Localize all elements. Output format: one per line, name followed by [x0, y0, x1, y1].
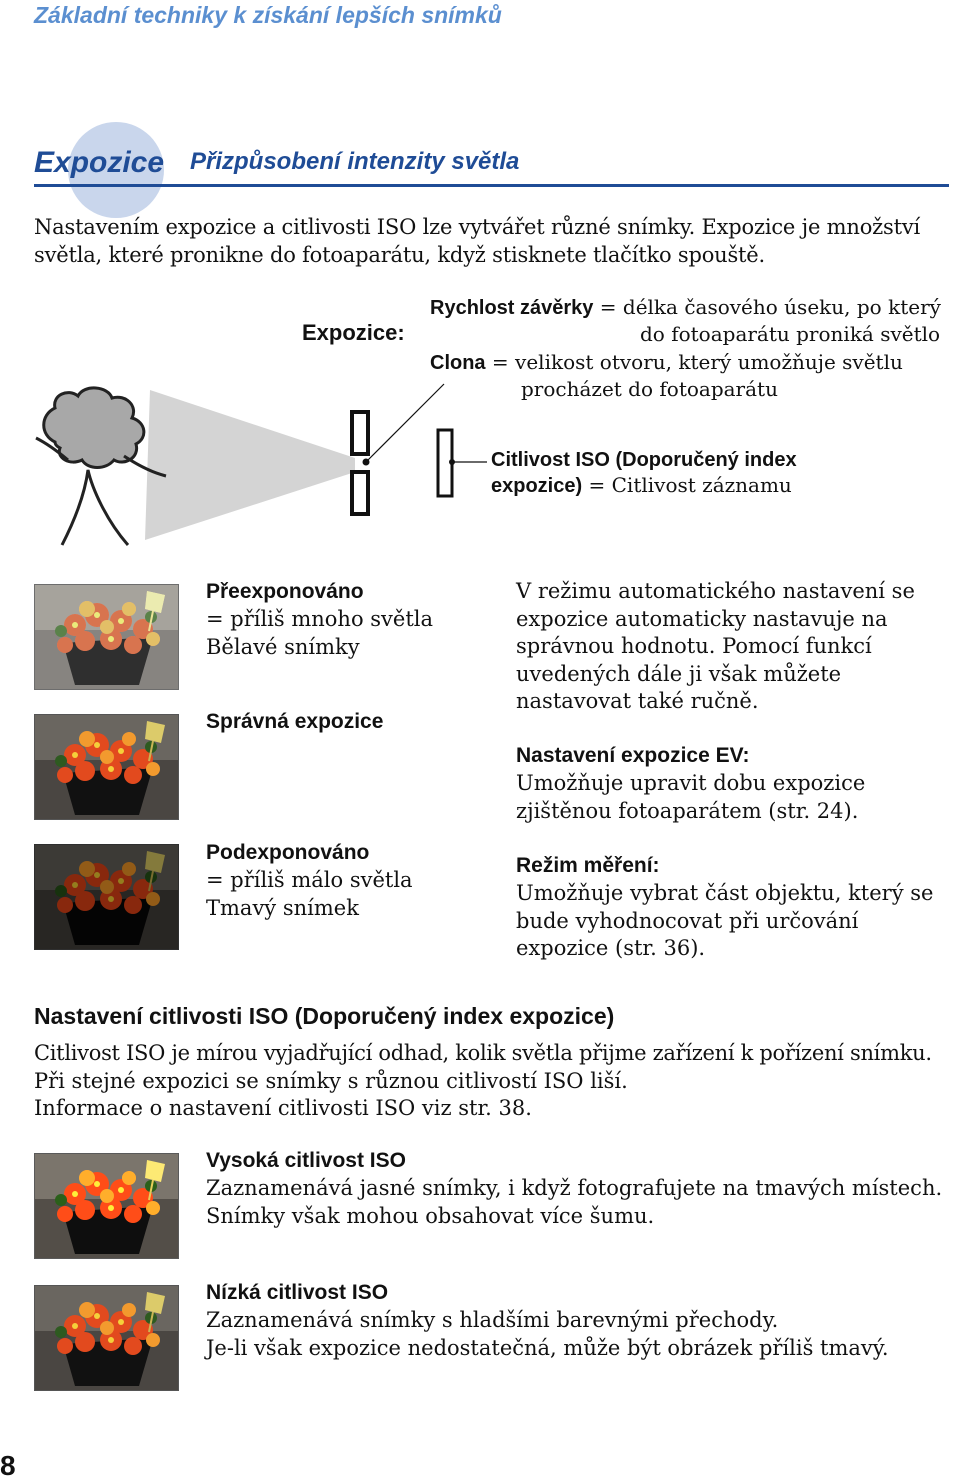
section-header: Základní techniky k získání lepších snímků	[34, 2, 502, 28]
low-iso-line: Je-li však expozice nedostatečná, může být obrázek příliš tmavý.	[206, 1335, 889, 1360]
iso-intro-line: Při stejné expozici se snímky s různou citlivostí ISO liší.	[34, 1068, 628, 1093]
aperture-term: Clona	[430, 352, 486, 374]
underexposed-caption	[206, 839, 413, 922]
auto-line: uvedených dále ji však můžete	[516, 661, 842, 686]
high-iso-photo	[34, 1153, 179, 1259]
auto-line: správnou hodnotu. Pomocí funkcí	[516, 634, 872, 658]
iso-term-line1	[491, 446, 797, 474]
metering-mode-block	[516, 852, 933, 963]
low-iso-photo	[34, 1285, 179, 1391]
metering-mode-title: Režim měření:	[516, 854, 660, 877]
auto-mode-text	[516, 578, 915, 716]
correct-exposure-caption	[206, 708, 383, 736]
overexposed-line1: = příliš mnoho světla	[206, 607, 434, 631]
iso-intro-paragraph	[34, 1040, 932, 1123]
iso-intro-line: Informace o nastavení citlivosti ISO viz str. 38.	[34, 1096, 532, 1120]
low-iso-title: Nízká citlivost ISO	[206, 1281, 389, 1304]
aperture-def-line2: procházet do fotoaparátu	[521, 377, 778, 401]
correct-exposure-title: Správná expozice	[206, 710, 384, 733]
overexposed-caption	[206, 578, 433, 661]
high-iso-line: Snímky však mohou obsahovat více šumu.	[206, 1203, 655, 1228]
underexposed-photo	[34, 844, 179, 950]
iso-term-text: Citlivost ISO (Doporučený index	[491, 449, 797, 471]
metering-line: Umožňuje vybrat část objektu, který se	[516, 881, 934, 905]
aperture-definition	[430, 349, 903, 377]
aperture-def-line1: = velikost otvoru, který umožňuje světlu	[485, 350, 903, 374]
shutter-term: Rychlost závěrky	[430, 297, 594, 319]
iso-definition	[491, 472, 792, 500]
shutter-definition	[430, 294, 941, 322]
auto-line: nastavovat také ručně.	[516, 689, 759, 713]
heading-rule	[34, 184, 949, 187]
auto-line: V režimu automatického nastavení se	[516, 579, 915, 603]
page-title: Expozice	[34, 146, 165, 179]
intro-line: světla, které pronikne do fotoaparátu, když stisknete tlačítko spouště.	[34, 243, 766, 267]
light-beam	[145, 390, 355, 540]
underexposed-line1: = příliš málo světla	[206, 868, 413, 892]
ev-line: zjištěnou fotoaparátem (str. 24).	[516, 798, 859, 823]
metering-line: expozice (str. 36).	[516, 936, 706, 960]
auto-line: expozice automaticky nastavuje na	[516, 606, 888, 631]
iso-intro-line: Citlivost ISO je mírou vyjadřující odhad, kolik světla přijme zařízení k pořízení snímku.	[34, 1041, 932, 1065]
iso-term-line2: expozice)	[491, 475, 583, 497]
aperture-pointer-line	[366, 384, 444, 462]
aperture-blade-bottom	[352, 472, 368, 514]
shutter-def-line1: = délka časového úseku, po který	[593, 295, 941, 319]
ev-line: Umožňuje upravit dobu expozice	[516, 771, 866, 795]
page-subtitle: Přizpůsobení intenzity světla	[190, 148, 520, 175]
overexposed-line2: Bělavé snímky	[206, 634, 360, 659]
overexposed-photo	[34, 584, 179, 690]
low-iso-line: Zaznamenává snímky s hladšími barevnými přechody.	[206, 1308, 779, 1332]
exposure-diagram-illustration	[0, 380, 520, 550]
ev-setting-block	[516, 742, 865, 825]
metering-line: bude vyhodnocovat při určování	[516, 908, 859, 933]
correct-exposure-photo	[34, 714, 179, 820]
low-iso-block	[206, 1279, 889, 1362]
underexposed-title: Podexponováno	[206, 841, 370, 864]
ev-setting-title: Nastavení expozice EV:	[516, 744, 750, 767]
iso-section-heading: Nastavení citlivosti ISO (Doporučený index expozice)	[34, 1003, 615, 1029]
high-iso-block	[206, 1147, 942, 1230]
iso-def: = Citlivost záznamu	[582, 473, 792, 497]
intro-line: Nastavením expozice a citlivosti ISO lze vytvářet různé snímky. Expozice je množství	[34, 215, 920, 239]
overexposed-title: Přeexponováno	[206, 580, 364, 603]
diagram-label-exposure: Expozice:	[302, 320, 405, 345]
high-iso-line: Zaznamenává jasné snímky, i když fotografujete na tmavých místech.	[206, 1176, 943, 1200]
underexposed-line2: Tmavý snímek	[206, 895, 359, 920]
shutter-def-line2: do fotoaparátu proniká světlo	[640, 322, 941, 346]
aperture-blade-top	[352, 412, 368, 454]
page-number: 8	[0, 1450, 22, 1481]
high-iso-title: Vysoká citlivost ISO	[206, 1149, 406, 1172]
intro-paragraph	[34, 213, 949, 269]
